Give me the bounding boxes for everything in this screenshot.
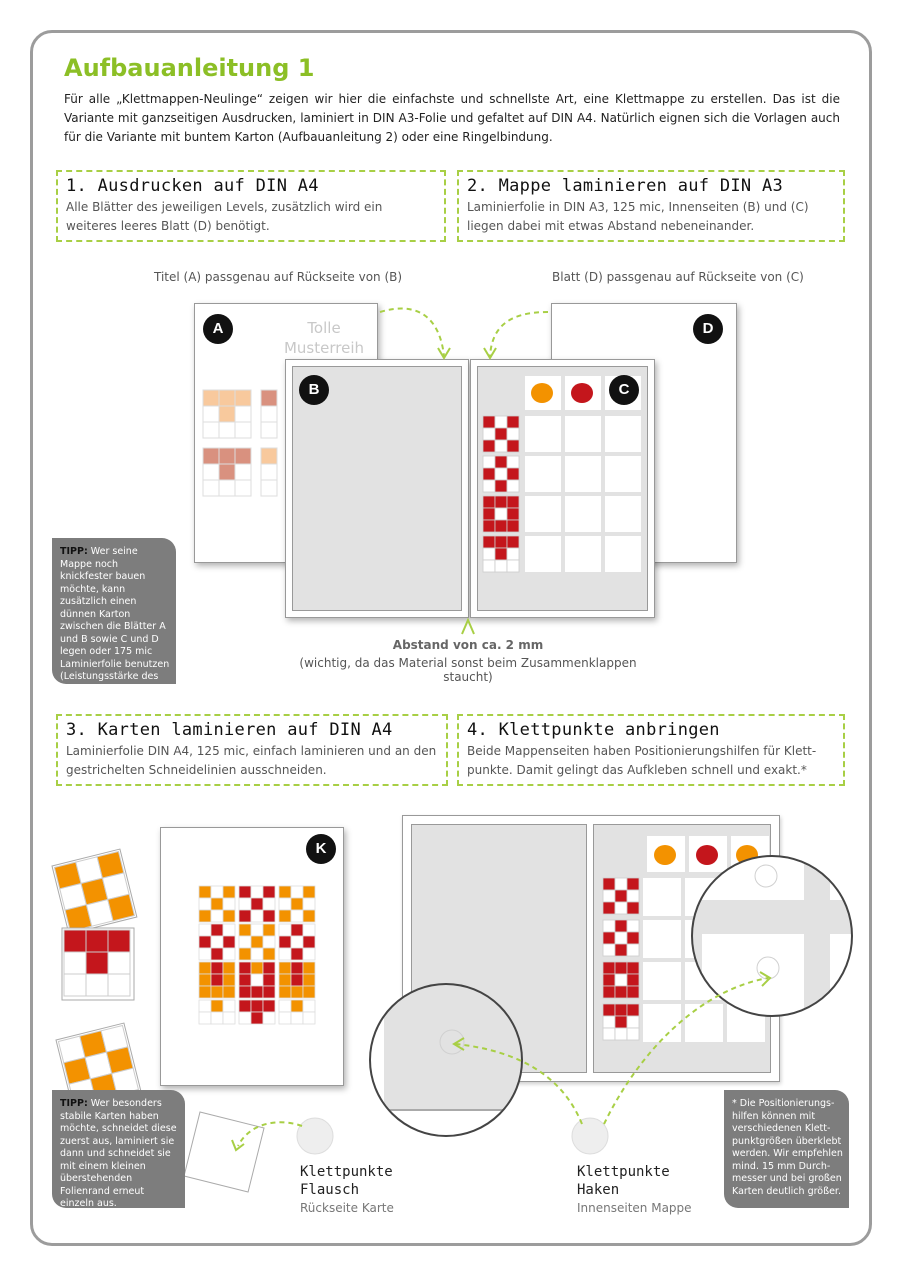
cover-title-line-1: Tolle Musterreih — [283, 319, 365, 357]
step-1-text: Alle Blätter des jeweiligen Levels, zusätzlich wird ein weiteres leeres Blatt (D) benötigt. — [66, 200, 383, 233]
tip-2-label: TIPP: — [60, 1098, 88, 1109]
intro-text: Für alle „Klettmappen-Neulinge“ zeigen wir hier die einfachste und schnellste Art, eine Klettmappe zu erstellen. Das ist die Variante mit ganzseitigen Ausdrucken, laminiert in DIN A3-Folie und gefaltet auf DIN A4. Natürlich eignen sich die Vorlagen auch für die Variante mit buntem Karton (Aufbauanleitung 2) oder eine Ringelbindung. — [64, 92, 840, 144]
step-3-text: Laminierfolie DIN A4, 125 mic, einfach laminieren und an den gestrichelten Schneidelinien ausschneiden. — [66, 744, 437, 777]
tip-2-text: Wer besonders stabile Karten haben möchte, schneidet diese zuerst aus, laminiert sie dann und schneidet sie mit einem kleinen überstehenden Folienrand erneut einzeln aus. — [60, 1098, 177, 1209]
velcro-soft-sub: Rückseite Karte — [300, 1201, 394, 1215]
page-title: Aufbauanleitung 1 — [64, 54, 315, 82]
caption-title-on-b: Titel (A) passgenau auf Rückseite von (B) — [154, 270, 403, 284]
step-4-text: Beide Mappenseiten haben Positionierungshilfen für Klett-punkte. Damit gelingt das Aufkleben schnell und exakt.* — [467, 744, 817, 777]
footnote-box — [724, 1090, 849, 1208]
tip-1-label: TIPP: — [60, 546, 88, 557]
velcro-hook-title-2: Haken — [577, 1182, 620, 1198]
badge-k: K — [306, 834, 336, 864]
velcro-hook-sub: Innenseiten Mappe — [577, 1201, 692, 1215]
step-4-title: 4. Klettpunkte anbringen — [467, 720, 720, 740]
tip-box-2 — [52, 1090, 185, 1208]
velcro-soft-title-2: Flausch — [300, 1182, 360, 1198]
badge-a: A — [203, 314, 233, 344]
badge-d: D — [693, 314, 723, 344]
caption-blank-on-c: Blatt (D) passgenau auf Rückseite von (C) — [552, 270, 804, 284]
step-2-title: 2. Mappe laminieren auf DIN A3 — [467, 176, 784, 196]
gap-label: Abstand von ca. 2 mm — [392, 638, 544, 652]
magnifier-right — [692, 856, 862, 1026]
velcro-hook-title-1: Klettpunkte — [577, 1164, 670, 1180]
magnifier-left — [360, 970, 530, 1150]
velcro-soft-title-1: Klettpunkte — [300, 1164, 393, 1180]
tip-1-text: Wer seine Mappe noch knickfester bauen möchte, kann zusätzlich einen dünnen Karton zwischen die Blätter A und B sowie C und D legen oder 175 mic Laminierfolie benutzen (Leistungsstärke des Gerätes beachten!). — [60, 546, 170, 695]
footnote-text: * Die Positionierungs-hilfen können mit verschiedenen Klett-punktgrößen überklebt werden. Wir empfehlen mind. 15 mm Durch-messer und bei großen Karten deutlich größer. — [732, 1098, 843, 1197]
gap-note: (wichtig, da das Material sonst beim Zusammenklappen staucht) — [299, 656, 637, 684]
badge-c: C — [609, 375, 639, 405]
badge-b: B — [299, 375, 329, 405]
step-2-text: Laminierfolie in DIN A3, 125 mic, Innenseiten (B) und (C) liegen dabei mit etwas Abstand nebeneinander. — [467, 200, 809, 233]
step-1-title: 1. Ausdrucken auf DIN A4 — [66, 176, 319, 196]
step-3-title: 3. Karten laminieren auf DIN A4 — [66, 720, 393, 740]
